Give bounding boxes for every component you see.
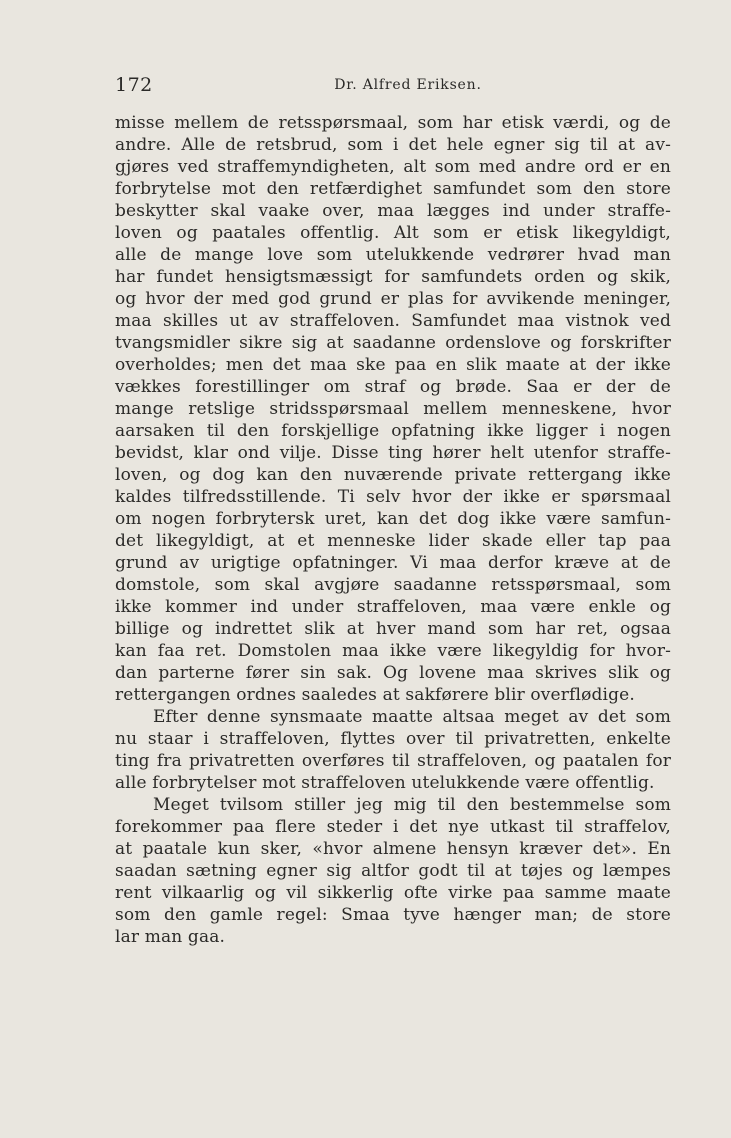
- text-line: loven og paatales offentlig. Alt som er etisk likegyldigt,: [115, 223, 671, 243]
- text-line: kan faa ret. Domstolen maa ikke være likegyldig for hvor-: [115, 641, 671, 661]
- text-line: om nogen forbrytersk uret, kan det dog ikke være samfun-: [115, 509, 671, 529]
- text-line: loven, og dog kan den nuværende private rettergang ikke: [115, 465, 671, 485]
- text-line: beskytter skal vaake over, maa lægges ind under straffe-: [115, 201, 671, 221]
- text-line: maa skilles ut av straffeloven. Samfundet maa vistnok ved: [115, 311, 671, 331]
- running-head: Dr. Alfred Eriksen.: [334, 77, 482, 93]
- text-line: billige og indrettet slik at hver mand som har ret, ogsaa: [115, 619, 671, 639]
- text-line: at paatale kun sker, «hvor almene hensyn kræver det». En: [115, 839, 671, 859]
- text-line: rettergangen ordnes saaledes at sakførere blir overflødige.: [115, 685, 635, 705]
- text-line: forekommer paa flere steder i det nye utkast til straffelov,: [115, 817, 671, 837]
- text-line: ting fra privatretten overføres til straffeloven, og paatalen for: [115, 751, 671, 771]
- text-line: vækkes forestillinger om straf og brøde. Saa er der de: [115, 377, 671, 397]
- text-line: kaldes tilfredsstillende. Ti selv hvor der ikke er spørsmaal: [115, 487, 671, 507]
- text-line: bevidst, klar ond vilje. Disse ting hører helt utenfor straffe-: [115, 443, 671, 463]
- text-line: dan parterne fører sin sak. Og lovene maa skrives slik og: [115, 663, 671, 683]
- text-line: Efter denne synsmaate maatte altsaa meget av det som: [153, 707, 671, 727]
- text-line: nu staar i straffeloven, flyttes over til privatretten, enkelte: [115, 729, 671, 749]
- text-line: som den gamle regel: Smaa tyve hænger man; de store: [115, 905, 671, 925]
- body-text: [115, 112, 671, 948]
- text-line: og hvor der med god grund er plas for avvikende meninger,: [115, 289, 671, 309]
- text-line: mange retslige stridsspørsmaal mellem menneskene, hvor: [115, 399, 671, 419]
- text-line: alle de mange love som utelukkende vedrører hvad man: [115, 245, 671, 265]
- text-line: det likegyldigt, at et menneske lider skade eller tap paa: [115, 531, 671, 551]
- text-line: domstole, som skal avgjøre saadanne retsspørsmaal, som: [115, 575, 671, 595]
- text-line: forbrytelse mot den retfærdighet samfundet som den store: [115, 179, 671, 199]
- text-line: misse mellem de retsspørsmaal, som har etisk værdi, og de: [115, 113, 671, 133]
- text-line: gjøres ved straffemyndigheten, alt som med andre ord er en: [115, 157, 671, 177]
- text-line: har fundet hensigtsmæssigt for samfundets orden og skik,: [115, 267, 671, 287]
- text-line: Meget tvilsom stiller jeg mig til den bestemmelse som: [153, 795, 671, 815]
- text-line: ikke kommer ind under straffeloven, maa være enkle og: [115, 597, 671, 617]
- page-header: [115, 72, 671, 98]
- text-line: lar man gaa.: [115, 927, 226, 947]
- text-line: rent vilkaarlig og vil sikkerlig ofte virke paa samme maate: [115, 883, 671, 903]
- text-line: andre. Alle de retsbrud, som i det hele egner sig til at av-: [115, 135, 671, 155]
- page-number: 172: [115, 74, 153, 96]
- text-line: tvangsmidler sikre sig at saadanne ordenslove og forskrifter: [115, 333, 671, 353]
- text-line: overholdes; men det maa ske paa en slik maate at der ikke: [115, 355, 671, 375]
- text-line: grund av urigtige opfatninger. Vi maa derfor kræve at de: [115, 553, 671, 573]
- text-line: aarsaken til den forskjellige opfatning ikke ligger i nogen: [115, 421, 671, 441]
- text-line: saadan sætning egner sig altfor godt til at tøjes og læmpes: [115, 861, 671, 881]
- text-line: alle forbrytelser mot straffeloven utelukkende være offentlig.: [115, 773, 655, 793]
